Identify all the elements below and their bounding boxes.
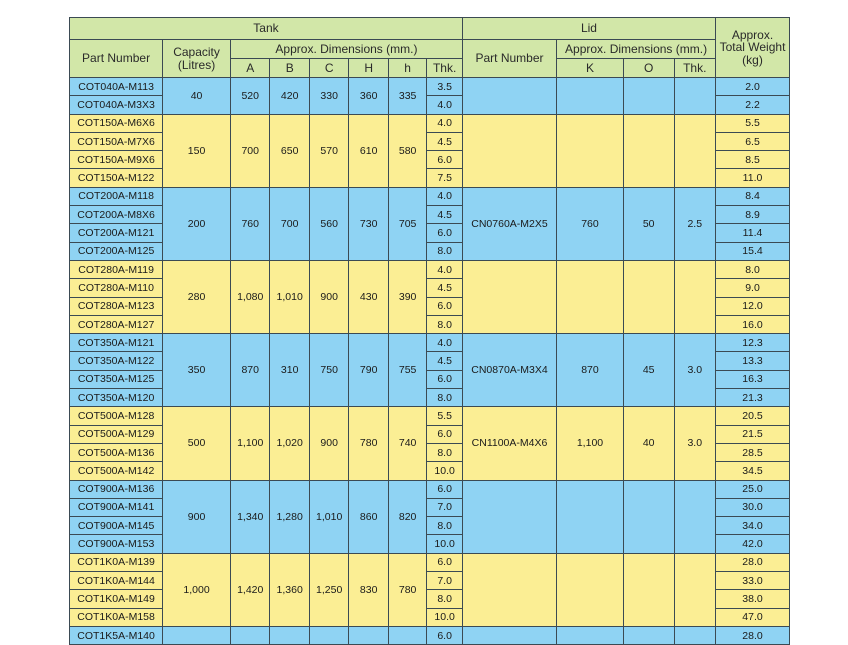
thickness-cell: 6.0 — [427, 626, 463, 644]
dim-h-small-cell: 755 — [388, 334, 426, 407]
dim-a-cell: 870 — [230, 334, 269, 407]
weight-cell: 15.4 — [716, 242, 790, 260]
thickness-cell: 4.5 — [427, 279, 463, 297]
weight-cell: 11.4 — [716, 224, 790, 242]
table-header — [70, 18, 790, 78]
weight-cell: 20.5 — [716, 407, 790, 425]
weight-cell: 5.5 — [716, 114, 790, 132]
thickness-cell: 6.0 — [427, 151, 463, 169]
capacity-cell — [163, 626, 231, 644]
part-number-cell: COT1K5A-M140 — [70, 626, 163, 644]
thickness-cell: 10.0 — [427, 535, 463, 553]
part-number-cell: COT150A-M9X6 — [70, 151, 163, 169]
capacity-header — [163, 40, 231, 78]
dim-c-cell: 1,250 — [309, 553, 348, 626]
lid-part-number-header: Part Number — [462, 40, 556, 78]
dim-h-small-cell: 580 — [388, 114, 426, 187]
thickness-cell: 4.5 — [427, 132, 463, 150]
col-lid-thk-header: Thk. — [674, 59, 716, 78]
lid-o-cell — [623, 626, 674, 644]
part-number-cell: COT500A-M142 — [70, 462, 163, 480]
dim-h-cell — [349, 626, 388, 644]
weight-cell: 8.4 — [716, 187, 790, 205]
part-number-cell: COT280A-M127 — [70, 315, 163, 333]
table-row — [70, 334, 790, 352]
dim-b-cell: 310 — [270, 334, 309, 407]
dim-h-cell: 860 — [349, 480, 388, 553]
part-number-cell: COT280A-M110 — [70, 279, 163, 297]
lid-o-cell — [623, 553, 674, 626]
thickness-cell: 6.0 — [427, 370, 463, 388]
weight-cell: 13.3 — [716, 352, 790, 370]
weight-header-line3: (kg) — [742, 52, 763, 67]
table-row — [70, 78, 790, 96]
thickness-cell: 6.0 — [427, 480, 463, 498]
lid-o-cell: 50 — [623, 187, 674, 260]
part-number-cell: COT500A-M128 — [70, 407, 163, 425]
table-row — [70, 480, 790, 498]
lid-o-cell — [623, 480, 674, 553]
dim-b-cell: 1,010 — [270, 260, 309, 333]
dim-a-cell: 1,420 — [230, 553, 269, 626]
thickness-cell: 7.0 — [427, 498, 463, 516]
dim-c-cell: 900 — [309, 407, 348, 480]
thickness-cell: 8.0 — [427, 242, 463, 260]
thickness-cell: 8.0 — [427, 443, 463, 461]
capacity-cell: 500 — [163, 407, 231, 480]
weight-cell: 28.5 — [716, 443, 790, 461]
lid-part-number-cell — [462, 553, 556, 626]
part-number-cell: COT200A-M121 — [70, 224, 163, 242]
thickness-cell: 6.0 — [427, 224, 463, 242]
lid-thk-cell — [674, 626, 716, 644]
weight-cell: 11.0 — [716, 169, 790, 187]
dim-h-small-cell: 705 — [388, 187, 426, 260]
lid-thk-cell — [674, 114, 716, 187]
part-number-cell: COT350A-M122 — [70, 352, 163, 370]
dim-h-cell: 780 — [349, 407, 388, 480]
weight-cell: 21.3 — [716, 389, 790, 407]
dim-a-cell — [230, 626, 269, 644]
part-number-cell: COT500A-M136 — [70, 443, 163, 461]
part-number-cell: COT150A-M6X6 — [70, 114, 163, 132]
part-number-cell: COT150A-M7X6 — [70, 132, 163, 150]
dim-a-cell: 760 — [230, 187, 269, 260]
thickness-cell: 4.5 — [427, 206, 463, 224]
thickness-cell: 10.0 — [427, 462, 463, 480]
lid-k-cell — [557, 480, 624, 553]
part-number-cell: COT500A-M129 — [70, 425, 163, 443]
part-number-cell: COT1K0A-M149 — [70, 590, 163, 608]
lid-k-cell: 1,100 — [557, 407, 624, 480]
col-a-header: A — [230, 59, 269, 78]
weight-cell: 8.0 — [716, 260, 790, 278]
dim-b-cell: 700 — [270, 187, 309, 260]
part-number-header: Part Number — [70, 40, 163, 78]
lid-part-number-cell: CN1100A-M4X6 — [462, 407, 556, 480]
dim-c-cell: 1,010 — [309, 480, 348, 553]
thickness-cell: 4.0 — [427, 187, 463, 205]
lid-thk-cell — [674, 480, 716, 553]
part-number-cell: COT200A-M125 — [70, 242, 163, 260]
thickness-cell: 4.0 — [427, 114, 463, 132]
capacity-cell: 280 — [163, 260, 231, 333]
weight-cell: 12.0 — [716, 297, 790, 315]
capacity-cell: 40 — [163, 78, 231, 115]
capacity-header-line1: Capacity — [173, 44, 220, 59]
dim-h-cell: 730 — [349, 187, 388, 260]
table-row — [70, 626, 790, 644]
col-h-small-header: h — [388, 59, 426, 78]
col-k-header: K — [557, 59, 624, 78]
thickness-cell: 6.0 — [427, 425, 463, 443]
table-body — [70, 78, 790, 645]
lid-thk-cell: 3.0 — [674, 407, 716, 480]
lid-thk-cell — [674, 78, 716, 115]
dim-b-cell — [270, 626, 309, 644]
weight-cell: 30.0 — [716, 498, 790, 516]
tank-header: Tank — [70, 18, 463, 40]
thickness-cell: 10.0 — [427, 608, 463, 626]
capacity-cell: 350 — [163, 334, 231, 407]
lid-part-number-cell — [462, 78, 556, 115]
part-number-cell: COT280A-M119 — [70, 260, 163, 278]
weight-cell: 21.5 — [716, 425, 790, 443]
dim-b-cell: 1,280 — [270, 480, 309, 553]
part-number-cell: COT900A-M145 — [70, 517, 163, 535]
tank-dimensions-header: Approx. Dimensions (mm.) — [230, 40, 462, 59]
dim-c-cell: 750 — [309, 334, 348, 407]
capacity-cell: 1,000 — [163, 553, 231, 626]
thickness-cell: 8.0 — [427, 389, 463, 407]
lid-k-cell: 760 — [557, 187, 624, 260]
dim-h-small-cell: 335 — [388, 78, 426, 115]
thickness-cell: 7.0 — [427, 572, 463, 590]
lid-o-cell: 45 — [623, 334, 674, 407]
spec-table — [69, 17, 790, 645]
part-number-cell: COT1K0A-M139 — [70, 553, 163, 571]
lid-header: Lid — [462, 18, 715, 40]
lid-thk-cell: 3.0 — [674, 334, 716, 407]
lid-part-number-cell — [462, 480, 556, 553]
capacity-cell: 200 — [163, 187, 231, 260]
capacity-header-line2: (Litres) — [177, 57, 216, 72]
lid-k-cell — [557, 78, 624, 115]
thickness-cell: 4.0 — [427, 260, 463, 278]
weight-cell: 42.0 — [716, 535, 790, 553]
dim-h-small-cell — [388, 626, 426, 644]
table-row — [70, 260, 790, 278]
part-number-cell: COT280A-M123 — [70, 297, 163, 315]
dim-b-cell: 1,020 — [270, 407, 309, 480]
col-thk-header: Thk. — [427, 59, 463, 78]
thickness-cell: 6.0 — [427, 297, 463, 315]
dim-h-cell: 360 — [349, 78, 388, 115]
thickness-cell: 4.0 — [427, 334, 463, 352]
dim-b-cell: 650 — [270, 114, 309, 187]
weight-cell: 8.5 — [716, 151, 790, 169]
lid-k-cell: 870 — [557, 334, 624, 407]
weight-cell: 28.0 — [716, 626, 790, 644]
weight-cell: 34.0 — [716, 517, 790, 535]
table-row — [70, 553, 790, 571]
lid-o-cell — [623, 260, 674, 333]
part-number-cell: COT900A-M153 — [70, 535, 163, 553]
weight-cell: 12.3 — [716, 334, 790, 352]
weight-header-line1: Approx. — [731, 27, 774, 42]
dim-h-cell: 610 — [349, 114, 388, 187]
weight-cell: 6.5 — [716, 132, 790, 150]
part-number-cell: COT040A-M113 — [70, 78, 163, 96]
weight-cell: 16.0 — [716, 315, 790, 333]
thickness-cell: 3.5 — [427, 78, 463, 96]
lid-thk-cell: 2.5 — [674, 187, 716, 260]
weight-cell: 16.3 — [716, 370, 790, 388]
dim-h-small-cell: 390 — [388, 260, 426, 333]
dim-a-cell: 700 — [230, 114, 269, 187]
lid-o-cell — [623, 78, 674, 115]
part-number-cell: COT1K0A-M158 — [70, 608, 163, 626]
col-h-header: H — [349, 59, 388, 78]
weight-cell: 47.0 — [716, 608, 790, 626]
dim-b-cell: 420 — [270, 78, 309, 115]
weight-cell: 2.2 — [716, 96, 790, 114]
lid-part-number-cell — [462, 114, 556, 187]
part-number-cell: COT200A-M118 — [70, 187, 163, 205]
part-number-cell: COT1K0A-M144 — [70, 572, 163, 590]
table-row — [70, 407, 790, 425]
lid-k-cell — [557, 553, 624, 626]
part-number-cell: COT150A-M122 — [70, 169, 163, 187]
lid-dimensions-header: Approx. Dimensions (mm.) — [557, 40, 716, 59]
weight-cell: 2.0 — [716, 78, 790, 96]
lid-k-cell — [557, 114, 624, 187]
dim-c-cell: 330 — [309, 78, 348, 115]
table-row — [70, 114, 790, 132]
weight-cell: 28.0 — [716, 553, 790, 571]
dim-a-cell: 1,100 — [230, 407, 269, 480]
part-number-cell: COT350A-M120 — [70, 389, 163, 407]
dim-h-cell: 830 — [349, 553, 388, 626]
weight-cell: 9.0 — [716, 279, 790, 297]
lid-part-number-cell — [462, 260, 556, 333]
dim-b-cell: 1,360 — [270, 553, 309, 626]
lid-part-number-cell: CN0760A-M2X5 — [462, 187, 556, 260]
weight-cell: 38.0 — [716, 590, 790, 608]
dim-h-cell: 790 — [349, 334, 388, 407]
capacity-cell: 150 — [163, 114, 231, 187]
weight-cell: 25.0 — [716, 480, 790, 498]
weight-header — [716, 18, 790, 78]
part-number-cell: COT200A-M8X6 — [70, 206, 163, 224]
weight-header-line2: Total Weight — [719, 40, 786, 55]
thickness-cell: 6.0 — [427, 553, 463, 571]
lid-k-cell — [557, 626, 624, 644]
weight-cell: 34.5 — [716, 462, 790, 480]
col-c-header: C — [309, 59, 348, 78]
dim-c-cell — [309, 626, 348, 644]
table-row — [70, 187, 790, 205]
dim-a-cell: 1,340 — [230, 480, 269, 553]
dim-c-cell: 900 — [309, 260, 348, 333]
part-number-cell: COT350A-M125 — [70, 370, 163, 388]
thickness-cell: 8.0 — [427, 315, 463, 333]
thickness-cell: 4.0 — [427, 96, 463, 114]
thickness-cell: 5.5 — [427, 407, 463, 425]
part-number-cell: COT040A-M3X3 — [70, 96, 163, 114]
lid-o-cell: 40 — [623, 407, 674, 480]
thickness-cell: 8.0 — [427, 517, 463, 535]
part-number-cell: COT900A-M141 — [70, 498, 163, 516]
dim-c-cell: 570 — [309, 114, 348, 187]
lid-thk-cell — [674, 553, 716, 626]
col-o-header: O — [623, 59, 674, 78]
dim-h-cell: 430 — [349, 260, 388, 333]
dim-h-small-cell: 740 — [388, 407, 426, 480]
weight-cell: 8.9 — [716, 206, 790, 224]
lid-thk-cell — [674, 260, 716, 333]
lid-k-cell — [557, 260, 624, 333]
capacity-cell: 900 — [163, 480, 231, 553]
lid-o-cell — [623, 114, 674, 187]
lid-part-number-cell — [462, 626, 556, 644]
part-number-cell: COT350A-M121 — [70, 334, 163, 352]
dim-a-cell: 1,080 — [230, 260, 269, 333]
thickness-cell: 7.5 — [427, 169, 463, 187]
part-number-cell: COT900A-M136 — [70, 480, 163, 498]
dim-a-cell: 520 — [230, 78, 269, 115]
dim-h-small-cell: 820 — [388, 480, 426, 553]
thickness-cell: 4.5 — [427, 352, 463, 370]
col-b-header: B — [270, 59, 309, 78]
thickness-cell: 8.0 — [427, 590, 463, 608]
lid-part-number-cell: CN0870A-M3X4 — [462, 334, 556, 407]
weight-cell: 33.0 — [716, 572, 790, 590]
dim-h-small-cell: 780 — [388, 553, 426, 626]
dim-c-cell: 560 — [309, 187, 348, 260]
